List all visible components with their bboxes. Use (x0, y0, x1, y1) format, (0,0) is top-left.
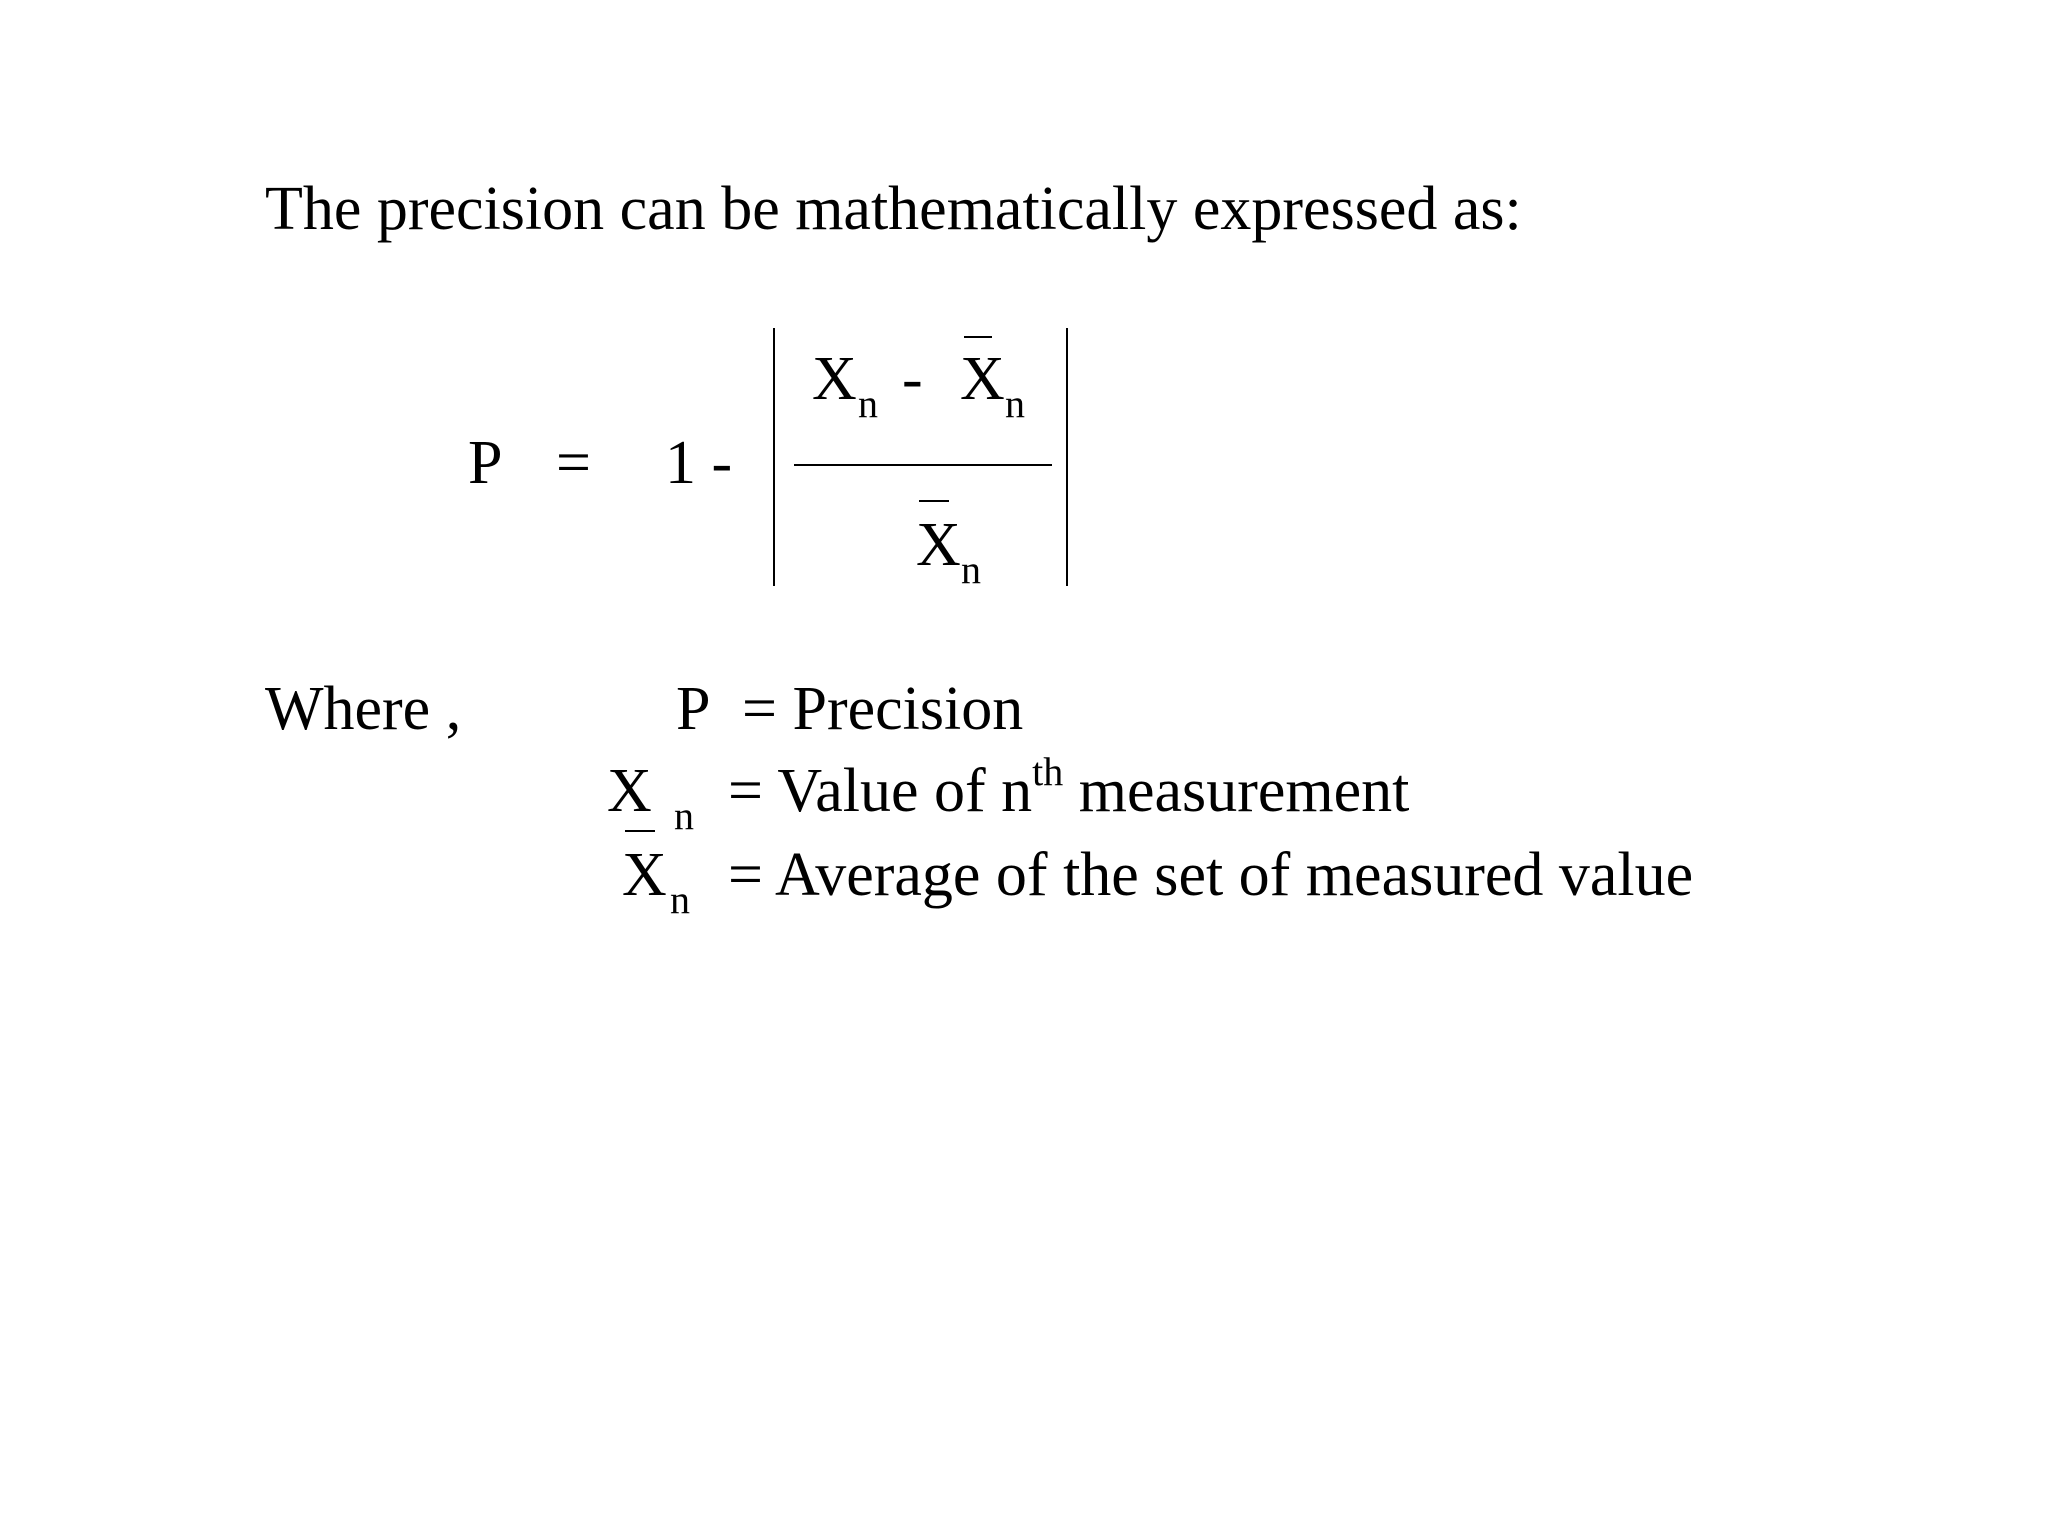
def-xn-symbol: X (607, 757, 652, 825)
equation-lhs: P (468, 429, 503, 497)
def-p-symbol: P (676, 675, 711, 743)
equation-equals: = (556, 429, 591, 497)
where-label: Where , (265, 675, 462, 743)
numerator-x: X (812, 345, 857, 413)
numerator-xbar-sub-n: n (1005, 381, 1025, 426)
def-xbar-sub: n (670, 877, 690, 922)
abs-bar-right (1066, 328, 1068, 586)
denominator-xbar: X (916, 511, 961, 579)
def-xn-superscript: th (1032, 749, 1064, 794)
numerator-minus: - (902, 345, 923, 413)
def-xbar-overline (625, 830, 655, 832)
intro-text: The precision can be mathematically expressed as: (265, 175, 1522, 243)
denominator-xbar-sub-n: n (961, 547, 981, 592)
def-xn-sub: n (674, 793, 694, 838)
numerator-xbar: X (960, 345, 1005, 413)
def-xbar-text: = Average of the set of measured value (728, 841, 1694, 909)
denominator-xbar-overline (919, 500, 949, 502)
def-xbar-symbol: X (622, 841, 667, 909)
fraction-line (794, 464, 1052, 466)
numerator-sub-n: n (858, 381, 878, 426)
numerator-xbar-overline (964, 336, 992, 338)
def-p-text: = Precision (742, 675, 1024, 743)
abs-bar-left (773, 328, 775, 586)
equation-one-minus: 1 - (665, 429, 733, 497)
def-xn-text: = Value of $n^{th}$ measurement (728, 749, 1410, 825)
